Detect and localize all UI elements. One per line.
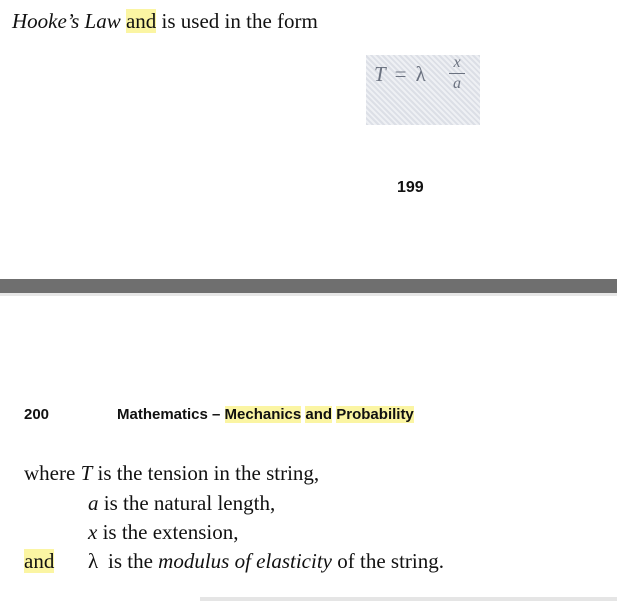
hookes-law-title: Hooke’s Law: [12, 9, 121, 33]
formula-numerator: x: [453, 54, 461, 71]
page-divider: [0, 279, 617, 293]
running-title-prefix: Mathematics –: [117, 406, 225, 423]
modulus-term: modulus of elasticity: [158, 549, 332, 573]
page-number-199: 199: [397, 179, 424, 196]
length-text: is the natural length,: [98, 491, 276, 515]
bottom-edge-bar: [200, 597, 617, 601]
definition-line-modulus: [24, 549, 444, 574]
line1-rest: is used in the form: [161, 9, 318, 33]
fraction-bar: [449, 73, 465, 74]
page-number-200: 200: [24, 406, 50, 423]
var-T: T: [80, 461, 93, 485]
search-highlight: and: [305, 406, 333, 423]
where-text: where: [24, 461, 81, 485]
formula-equals: =: [394, 62, 407, 86]
definition-line-length: [88, 491, 275, 516]
running-title: [117, 406, 414, 423]
definition-line-extension: [88, 520, 238, 545]
tension-text: is the tension in the string,: [92, 461, 320, 485]
modulus-text: [108, 549, 444, 574]
var-x: x: [88, 520, 98, 544]
var-lambda: λ: [88, 549, 99, 573]
formula-fraction: [449, 54, 465, 93]
formula-lambda: λ: [415, 62, 426, 86]
search-highlight: Mechanics: [224, 406, 302, 423]
hookes-law-line: [12, 9, 318, 34]
hookes-law-formula: [374, 54, 461, 92]
modulus-post: of the string.: [332, 549, 444, 573]
var-a: a: [88, 491, 99, 515]
formula-denominator: a: [453, 75, 461, 92]
definition-line-tension: [24, 461, 319, 486]
search-highlight: Probability: [336, 406, 414, 423]
search-highlight: and: [24, 549, 55, 573]
formula-lhs: T: [374, 62, 386, 86]
search-highlight: and: [125, 9, 157, 33]
modulus-pre: is the: [108, 549, 159, 573]
extension-text: is the extension,: [97, 520, 239, 544]
page-divider-shadow: [0, 293, 617, 296]
